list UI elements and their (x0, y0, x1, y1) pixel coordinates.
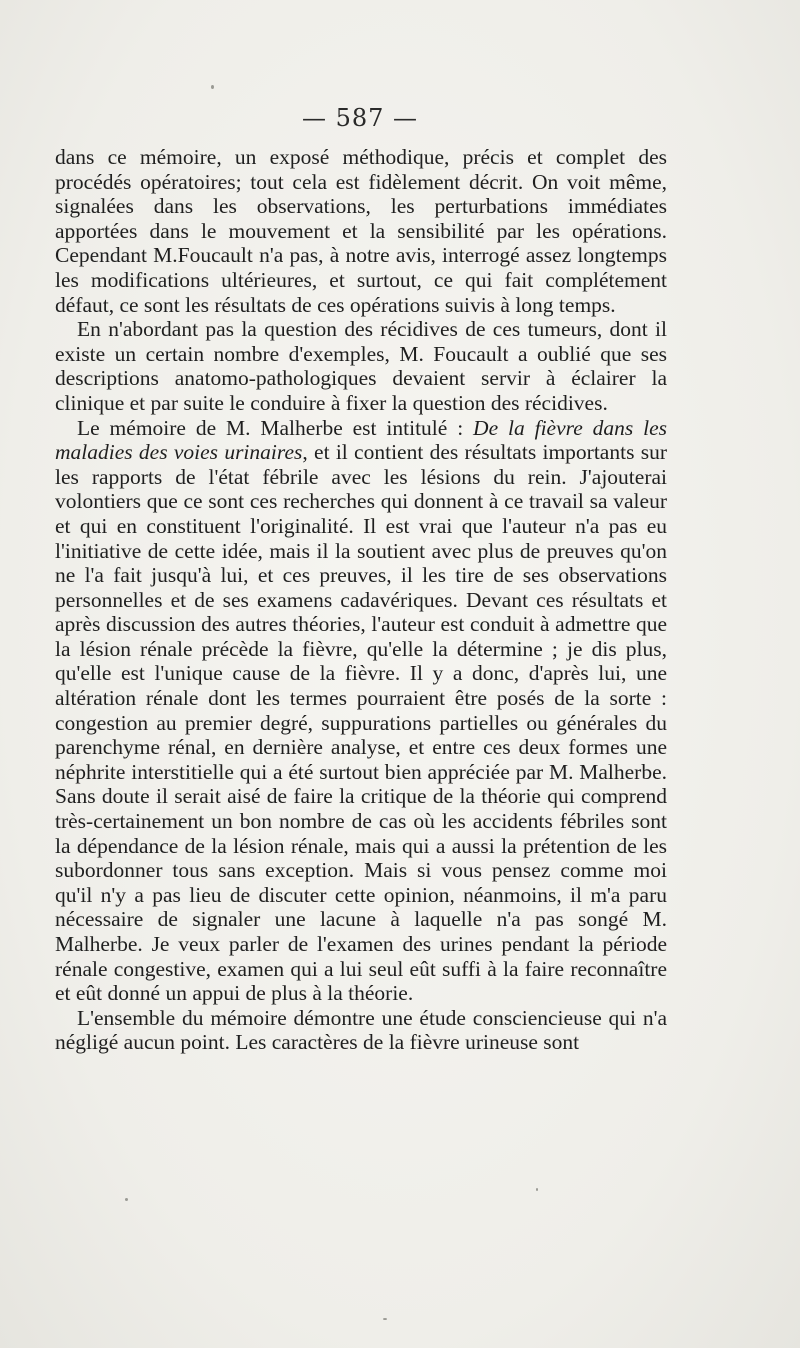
paragraph-3-lead: Le mémoire de M. Malherbe est intitulé : (77, 415, 474, 440)
paragraph-3-body: , et il contient des résultats importants sur les rapports de l'état fébrile avec les lésions du rein. J'ajouterai volontiers que ce sont ces recherches qui donnent à ce travail sa valeur et qui en constituent l'originalité. Il est vrai que l'auteur n'a pas eu l'initiative de cette idée, mais il la soutient avec plus de preuves qu'on ne l'a fait jusqu'à lui, et ces preuves, il les tire de ses observations personnelles et de ses examens cadavériques. Devant ces résultats et après discussion des autres théories, l'auteur est conduit à admettre que la lésion rénale précède la fièvre, qu'elle la détermine ; je dis plus, qu'elle est l'unique cause de la fièvre. Il y a donc, d'après lui, une altération rénale dont les termes pourraient être posés de la sorte : congestion au premier degré, suppurations partielles ou générales du parenchyme rénal, en dernière analyse, et entre ces deux formes une néphrite interstitielle qui a été surtout bien appréciée par M. Malherbe. Sans doute il serait aisé de faire la critique de la théorie qui comprend très-certainement un bon nombre de cas où les accidents fébriles sont la dépendance de la lésion rénale, mais qui a aussi la prétention de les subordonner tous sans exception. Mais si vous pensez comme moi qu'il n'y a pas lieu de discuter cette opinion, néanmoins, il m'a paru nécessaire de signaler une lacune à laquelle n'a pas songé M. Malherbe. Je veux parler de l'examen des urines pendant la période rénale congestive, examen qui a lui seul eût suffi à la faire reconnaître et eût donné un appui de plus à la théorie. (55, 440, 667, 1006)
paper-speck (383, 1318, 387, 1320)
paper-speck (536, 1188, 538, 1191)
paper-speck (211, 85, 214, 89)
paragraph-1: dans ce mémoire, un exposé méthodique, précis et complet des procédés opératoires; tout cela est fidèlement décrit. On voit même, signalées dans les observations, les perturbations immédiates apportées dans le mouvement et la sensibilité par les opérations. Cependant M.Foucault n'a pas, à notre avis, interrogé assez longtemps les modifications ultérieures, et surtout, ce qui fait complétement défaut, ce sont les résultats de ces opérations suivis à long temps. (55, 145, 667, 317)
paragraph-2: En n'abordant pas la question des récidives de ces tumeurs, dont il existe un certain nombre d'exemples, M. Foucault a oublié que ses descriptions anatomo-pathologiques devaient servir à éclairer la clinique et par suite le conduire à fixer la question des récidives. (55, 317, 667, 415)
memoir-title: De la fièvre dans les maladies des voies urinaires (55, 415, 667, 465)
page-number: — 587 — (301, 104, 419, 132)
paragraph-4: L'ensemble du mémoire démontre une étude consciencieuse qui n'a négligé aucun point. Les caractères de la fièvre urineuse sont (55, 1005, 667, 1055)
body-text (55, 145, 667, 1055)
paper-speck (125, 1198, 128, 1201)
paragraph-3 (55, 416, 667, 1006)
